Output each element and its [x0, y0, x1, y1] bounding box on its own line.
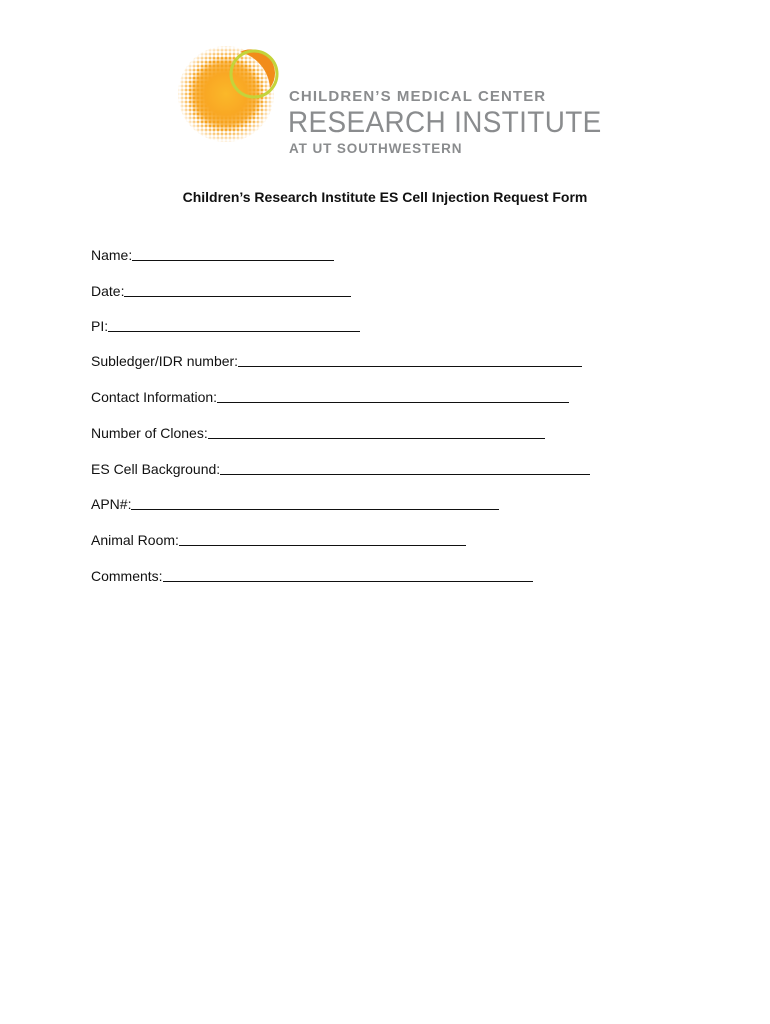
- field-contact-information[interactable]: [91, 386, 569, 406]
- field-comments-label: Comments:: [91, 568, 163, 584]
- logo-line-research-institute: RESEARCH INSTITUTE: [288, 106, 602, 139]
- field-name-blank[interactable]: [132, 246, 334, 261]
- field-apn-label: APN#:: [91, 496, 132, 512]
- field-pi[interactable]: [91, 315, 360, 335]
- field-contact-information-label: Contact Information:: [91, 389, 218, 405]
- field-animal-room[interactable]: [91, 529, 466, 549]
- field-date-blank[interactable]: [124, 282, 351, 297]
- field-es-cell-background-label: ES Cell Background:: [91, 461, 221, 477]
- field-comments[interactable]: [91, 565, 533, 585]
- field-pi-label: PI:: [91, 318, 109, 334]
- institute-logo: [176, 40, 602, 160]
- field-date[interactable]: [91, 280, 351, 300]
- field-number-of-clones-label: Number of Clones:: [91, 425, 208, 441]
- field-es-cell-background-blank[interactable]: [220, 460, 590, 475]
- field-subledger-idr-label: Subledger/IDR number:: [91, 353, 239, 369]
- field-animal-room-label: Animal Room:: [91, 532, 179, 548]
- sun-logo-icon: [176, 40, 286, 150]
- field-animal-room-blank[interactable]: [179, 531, 466, 546]
- field-number-of-clones[interactable]: [91, 422, 545, 442]
- field-contact-information-blank[interactable]: [217, 388, 569, 403]
- logo-line-childrens-medical-center: CHILDREN’S MEDICAL CENTER: [289, 88, 547, 105]
- field-es-cell-background[interactable]: [91, 458, 590, 478]
- field-apn-blank[interactable]: [131, 495, 499, 510]
- field-number-of-clones-blank[interactable]: [208, 424, 545, 439]
- field-comments-blank[interactable]: [163, 567, 533, 582]
- field-subledger-idr-blank[interactable]: [238, 352, 582, 367]
- field-name[interactable]: [91, 244, 334, 264]
- field-date-label: Date:: [91, 283, 125, 299]
- form-title: Children’s Research Institute ES Cell Injection Request Form: [182, 189, 588, 205]
- field-name-label: Name:: [91, 247, 133, 263]
- field-apn[interactable]: [91, 493, 499, 513]
- logo-line-ut-southwestern: AT UT SOUTHWESTERN: [289, 141, 463, 156]
- field-subledger-idr[interactable]: [91, 350, 582, 370]
- field-pi-blank[interactable]: [108, 317, 360, 332]
